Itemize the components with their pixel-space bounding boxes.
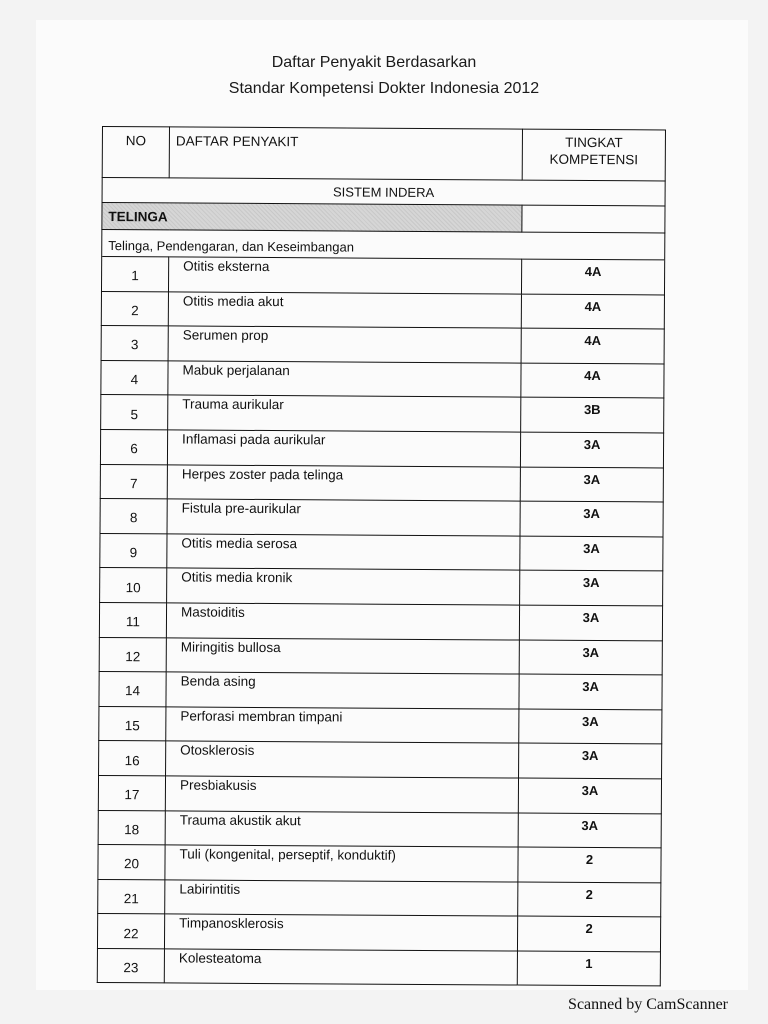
competency-level: 3A	[518, 778, 661, 813]
competency-level: 3A	[518, 813, 661, 848]
table-row	[99, 672, 662, 710]
row-number: 21	[98, 879, 165, 914]
disease-table	[97, 126, 666, 987]
competency-level: 3A	[519, 640, 662, 675]
system-row	[102, 178, 665, 206]
competency-level: 3A	[519, 743, 662, 778]
disease-name: Fistula pre-aurikular	[167, 499, 520, 536]
document-subtitle: Standar Kompetensi Dokter Indonesia 2012	[228, 80, 540, 97]
table-row	[101, 326, 664, 364]
table-row	[98, 879, 661, 917]
disease-name: Presbiakusis	[165, 776, 518, 813]
table-row	[100, 499, 663, 537]
competency-level: 3A	[520, 432, 663, 467]
disease-name: Benda asing	[166, 672, 519, 709]
competency-level: 4A	[521, 259, 664, 294]
competency-level: 3A	[519, 605, 662, 640]
disease-name: Mabuk perjalanan	[168, 361, 521, 398]
competency-level: 4A	[521, 363, 664, 398]
competency-level: 2	[517, 916, 660, 951]
section-empty-cell	[522, 205, 665, 233]
competency-level: 4A	[521, 328, 664, 363]
row-number: 4	[101, 360, 168, 395]
table-row	[101, 291, 664, 329]
disease-name: Otitis media serosa	[167, 534, 520, 571]
row-number: 14	[99, 672, 166, 707]
table-row	[98, 845, 661, 883]
disease-name: Perforasi membran timpani	[166, 707, 519, 744]
system-label: SISTEM INDERA	[102, 178, 665, 206]
row-number: 8	[100, 499, 167, 534]
disease-name: Miringitis bullosa	[166, 637, 519, 674]
row-number: 12	[99, 637, 166, 672]
header-disease: DAFTAR PENYAKIT	[169, 127, 522, 180]
row-number: 22	[97, 914, 164, 949]
disease-name: Labirintitis	[165, 880, 518, 917]
subsection-label: Telinga, Pendengaran, dan Keseimbangan	[102, 230, 665, 260]
table-row	[99, 637, 662, 675]
row-number: 3	[101, 326, 168, 361]
disease-name: Otitis media kronik	[167, 568, 520, 605]
table-row	[99, 741, 662, 779]
table-row	[100, 464, 663, 502]
table-row	[99, 706, 662, 744]
row-number: 20	[98, 845, 165, 880]
competency-level: 3A	[519, 709, 662, 744]
disease-name: Inflamasi pada aurikular	[167, 430, 520, 467]
table-row	[98, 810, 661, 848]
row-number: 5	[101, 395, 168, 430]
table-row	[101, 257, 664, 295]
row-number: 23	[97, 948, 164, 983]
row-number: 7	[100, 464, 167, 499]
competency-level: 3A	[520, 570, 663, 605]
table-row	[99, 602, 662, 640]
table-row	[101, 395, 664, 433]
row-number: 11	[99, 602, 166, 637]
competency-level: 4A	[521, 294, 664, 329]
disease-name: Kolesteatoma	[164, 949, 517, 986]
disease-name: Otitis eksterna	[168, 257, 521, 294]
disease-name: Timpanosklerosis	[164, 914, 517, 951]
row-number: 1	[101, 257, 168, 292]
subsection-row	[102, 230, 665, 260]
section-row	[102, 203, 665, 233]
row-number: 10	[100, 568, 167, 603]
disease-name: Otosklerosis	[166, 741, 519, 778]
table-row	[100, 568, 663, 606]
table-row	[101, 360, 664, 398]
disease-name: Herpes zoster pada telinga	[167, 464, 520, 501]
header-level: TINGKAT KOMPETENSI	[522, 129, 665, 181]
table-row	[97, 914, 660, 952]
row-number: 16	[99, 741, 166, 776]
row-number: 18	[98, 810, 165, 845]
table-header-row	[102, 127, 665, 181]
competency-level: 1	[517, 951, 660, 986]
table-row	[100, 533, 663, 571]
table-row	[98, 775, 661, 813]
disease-name: Serumen prop	[168, 326, 521, 363]
section-label: TELINGA	[102, 203, 522, 233]
row-number: 2	[101, 291, 168, 326]
row-number: 17	[98, 775, 165, 810]
row-number: 9	[100, 533, 167, 568]
disease-name: Trauma akustik akut	[165, 810, 518, 847]
document-title: Daftar Penyakit Berdasarkan	[271, 54, 477, 71]
disease-name: Trauma aurikular	[168, 395, 521, 432]
row-number: 15	[99, 706, 166, 741]
competency-level: 3B	[521, 397, 664, 432]
disease-name: Mastoiditis	[166, 603, 519, 640]
competency-level: 3A	[520, 467, 663, 502]
header-no: NO	[102, 127, 169, 178]
scanner-watermark: Scanned by CamScanner	[568, 996, 728, 1013]
table-row	[97, 948, 660, 986]
table-row	[100, 429, 663, 467]
disease-name: Tuli (kongenital, perseptif, konduktif)	[165, 845, 518, 882]
disease-name: Otitis media akut	[168, 292, 521, 329]
competency-level: 3A	[520, 501, 663, 536]
competency-level: 3A	[519, 674, 662, 709]
row-number: 6	[100, 429, 167, 464]
competency-level: 2	[518, 882, 661, 917]
competency-level: 2	[518, 847, 661, 882]
competency-level: 3A	[520, 536, 663, 571]
